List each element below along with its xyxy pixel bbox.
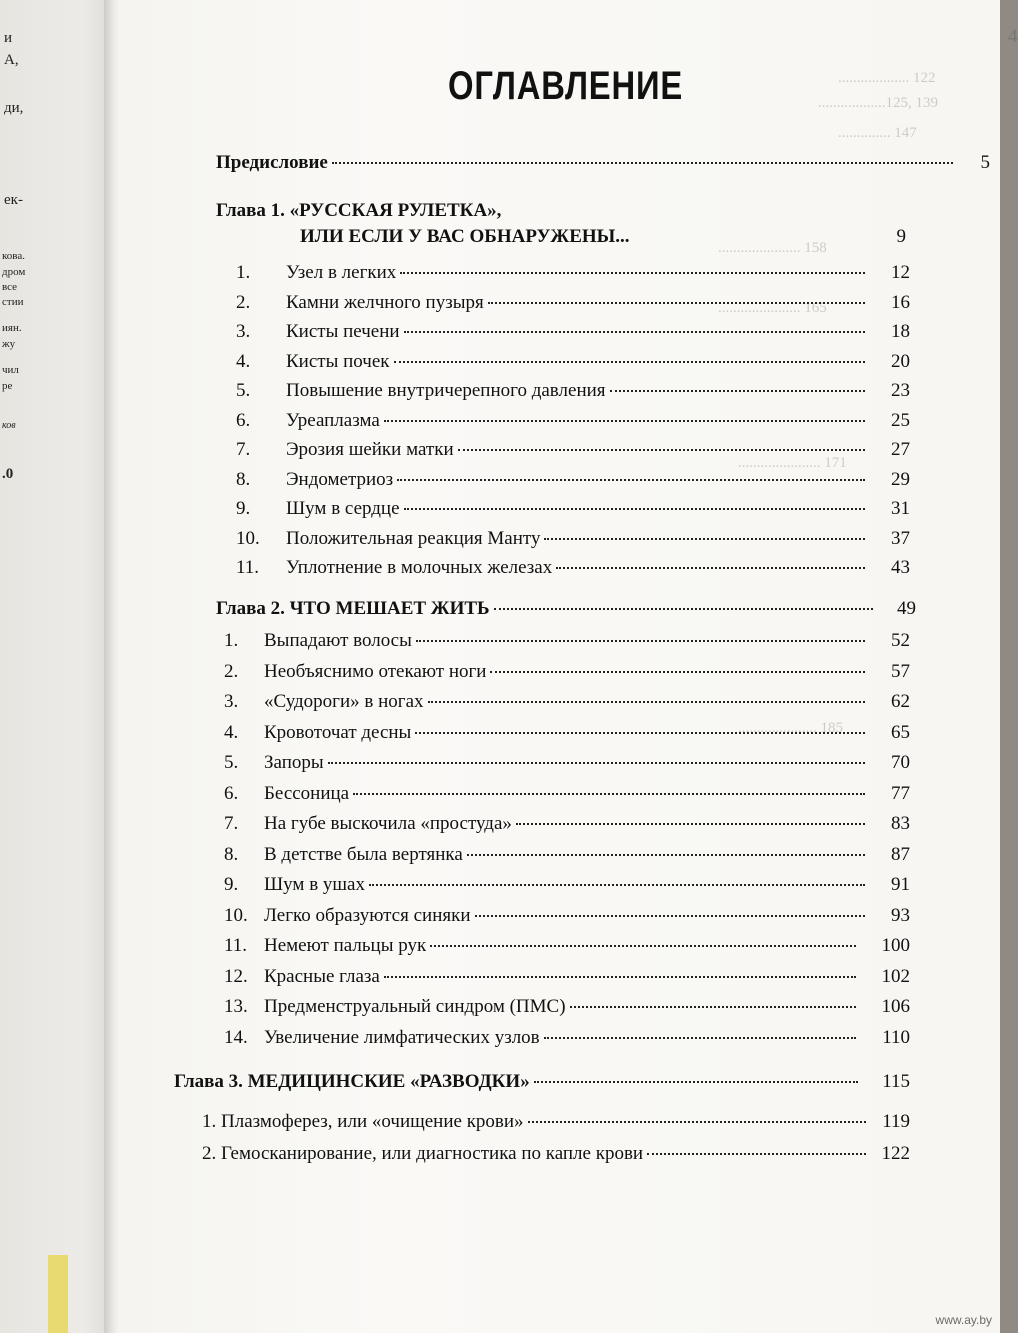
toc-page-number: 115 bbox=[882, 1071, 910, 1092]
toc-label: Кисты печени bbox=[286, 321, 400, 342]
toc-entry-number: 7. bbox=[236, 439, 251, 460]
toc-entry[interactable] bbox=[224, 935, 910, 957]
toc-entry-number: 3. bbox=[224, 691, 239, 712]
toc-page-number: 70 bbox=[891, 752, 910, 773]
chapter1-heading[interactable] bbox=[300, 226, 906, 248]
toc-entry-number: 11. bbox=[236, 557, 260, 578]
leader-dots bbox=[430, 945, 855, 947]
page-title: ОГЛАВЛЕНИЕ bbox=[448, 64, 684, 108]
toc-entry[interactable] bbox=[202, 1143, 910, 1165]
leader-dots bbox=[404, 331, 865, 333]
toc-page-number: 122 bbox=[881, 1143, 910, 1164]
leader-dots bbox=[353, 793, 865, 795]
bookmark-edge bbox=[48, 1255, 68, 1333]
left-fragment: иян. bbox=[2, 322, 22, 334]
toc-page-number: 83 bbox=[891, 813, 910, 834]
toc-page-number: 62 bbox=[891, 691, 910, 712]
toc-entry-number: 9. bbox=[224, 874, 239, 895]
toc-entry[interactable] bbox=[224, 783, 910, 805]
left-fragment: ков bbox=[2, 420, 16, 431]
toc-page-number: 16 bbox=[891, 291, 910, 313]
toc-page-number: 119 bbox=[882, 1111, 910, 1132]
toc-page-number: 91 bbox=[891, 874, 910, 895]
toc-entry-number: 4. bbox=[224, 721, 239, 743]
leader-dots bbox=[556, 567, 865, 569]
toc-entry-number: 6. bbox=[224, 782, 239, 804]
toc-label: Запоры bbox=[264, 752, 324, 773]
left-fragment: ек- bbox=[4, 192, 23, 208]
leader-dots bbox=[475, 915, 865, 917]
toc-entry-number: 3. bbox=[236, 321, 251, 342]
toc-entry-number: 7. bbox=[224, 813, 239, 834]
leader-dots bbox=[528, 1121, 867, 1123]
leader-dots bbox=[404, 508, 865, 510]
leader-dots bbox=[534, 1081, 859, 1083]
left-fragment: стии bbox=[2, 296, 24, 308]
leader-dots bbox=[490, 671, 865, 673]
toc-entry-number: 2. bbox=[236, 291, 251, 313]
toc-label: На губе выскочила «простуда» bbox=[264, 813, 512, 834]
toc-page-number: 93 bbox=[891, 904, 910, 926]
toc-page-number: 25 bbox=[891, 409, 910, 431]
leader-dots bbox=[570, 1006, 856, 1008]
toc-entry[interactable] bbox=[224, 691, 910, 713]
leader-dots bbox=[610, 390, 865, 392]
leader-dots bbox=[394, 361, 866, 363]
toc-label: Положительная реакция Манту bbox=[286, 527, 541, 549]
toc-entry[interactable] bbox=[224, 905, 910, 927]
toc-entry[interactable] bbox=[236, 528, 910, 550]
toc-entry[interactable] bbox=[236, 469, 910, 491]
chapter1-title-line1: Глава 1. «РУССКАЯ РУЛЕТКА», bbox=[216, 200, 502, 221]
toc-entry-number: 1. bbox=[236, 262, 251, 283]
toc-page-number: 9 bbox=[896, 226, 906, 247]
toc-page-number: 110 bbox=[882, 1026, 910, 1048]
toc-label: Глава 2. ЧТО МЕШАЕТ ЖИТЬ bbox=[216, 598, 490, 619]
toc-entry-number: 14. bbox=[224, 1026, 248, 1048]
leader-dots bbox=[544, 538, 865, 540]
leader-dots bbox=[415, 732, 865, 734]
toc-page-number: 65 bbox=[891, 721, 910, 743]
toc-entry-number: 10. bbox=[236, 527, 260, 549]
left-page bbox=[0, 0, 120, 1333]
toc-page-number: 18 bbox=[891, 321, 910, 342]
leader-dots bbox=[467, 854, 865, 856]
toc-label: Кровоточат десны bbox=[264, 721, 412, 743]
toc-label: Шум в ушах bbox=[264, 874, 365, 895]
toc-entry-number: 12. bbox=[224, 965, 248, 987]
toc-label: Выпадают волосы bbox=[264, 630, 412, 651]
left-fragment: дром bbox=[2, 266, 26, 278]
toc-label: Бессоница bbox=[264, 782, 350, 804]
toc-page-number: 106 bbox=[881, 996, 910, 1017]
toc-entry-number: 1. bbox=[224, 630, 239, 651]
left-fragment: ре bbox=[2, 380, 13, 392]
toc-entry[interactable] bbox=[224, 722, 910, 744]
toc-label: Глава 3. МЕДИЦИНСКИЕ «РАЗВОДКИ» bbox=[174, 1071, 530, 1092]
toc-entry[interactable] bbox=[224, 661, 910, 683]
leader-dots bbox=[384, 976, 856, 978]
leader-dots bbox=[488, 302, 865, 304]
chapter3-heading[interactable] bbox=[174, 1071, 910, 1093]
leader-dots bbox=[428, 701, 866, 703]
toc-page-number: 100 bbox=[881, 935, 910, 956]
leader-dots bbox=[332, 162, 953, 164]
toc-entry-number: 5. bbox=[224, 752, 239, 773]
toc-label: ИЛИ ЕСЛИ У ВАС ОБНАРУЖЕНЫ... bbox=[300, 226, 630, 247]
toc-entry-number: 5. bbox=[236, 380, 251, 401]
toc-label: Предисловие bbox=[216, 152, 328, 173]
toc-label: Эрозия шейки матки bbox=[286, 439, 454, 460]
toc-entry-number: 9. bbox=[236, 498, 251, 519]
toc-entry[interactable] bbox=[236, 262, 910, 284]
left-fragment: ди, bbox=[4, 100, 24, 116]
leader-dots bbox=[384, 420, 865, 422]
running-header-page: 4 bbox=[1008, 26, 1018, 47]
toc-entry[interactable] bbox=[236, 321, 910, 343]
toc-page-number: 102 bbox=[881, 965, 910, 987]
toc-page-number: 12 bbox=[891, 262, 910, 283]
toc-entry-number: 8. bbox=[224, 843, 239, 865]
toc-label: Узел в легких bbox=[286, 262, 397, 283]
toc-page-number: 77 bbox=[891, 782, 910, 804]
left-fragment: кова. bbox=[2, 250, 25, 262]
toc-page-number: 23 bbox=[891, 380, 910, 401]
toc-label: Немеют пальцы рук bbox=[264, 935, 427, 956]
leader-dots bbox=[647, 1153, 865, 1155]
toc-label: Увеличение лимфатических узлов bbox=[264, 1026, 540, 1048]
toc-label: Предменструальный синдром (ПМС) bbox=[264, 996, 566, 1017]
toc-page-number: 87 bbox=[891, 843, 910, 865]
leader-dots bbox=[328, 762, 865, 764]
chapter2-heading[interactable] bbox=[216, 598, 916, 620]
toc-entry[interactable] bbox=[236, 557, 910, 579]
leader-dots bbox=[516, 823, 865, 825]
toc-label: Шум в сердце bbox=[286, 498, 400, 519]
left-fragment: чил bbox=[2, 364, 19, 376]
toc-entry[interactable] bbox=[236, 410, 910, 432]
toc-label: 1. Плазмоферез, или «очищение крови» bbox=[202, 1111, 524, 1132]
toc-entry[interactable] bbox=[224, 874, 910, 896]
toc-label: Уреаплазма bbox=[286, 409, 380, 431]
toc-label: Необъяснимо отекают ноги bbox=[264, 660, 487, 682]
leader-dots bbox=[494, 608, 873, 610]
toc-entry[interactable] bbox=[224, 996, 910, 1018]
toc-label: «Судороги» в ногах bbox=[264, 691, 424, 712]
toc-page-number: 37 bbox=[891, 527, 910, 549]
toc-entry[interactable] bbox=[236, 292, 910, 314]
toc-entry-number: 13. bbox=[224, 996, 248, 1017]
toc-entry[interactable] bbox=[224, 813, 910, 835]
toc-page-number: 20 bbox=[891, 350, 910, 372]
leader-dots bbox=[397, 479, 865, 481]
toc-entry-number: 8. bbox=[236, 468, 251, 490]
leader-dots bbox=[458, 449, 865, 451]
leader-dots bbox=[400, 272, 865, 274]
toc-page-number: 31 bbox=[891, 498, 910, 519]
toc-label: Камни желчного пузыря bbox=[286, 291, 484, 313]
toc-entry-number: 11. bbox=[224, 935, 248, 956]
toc-page-number: 5 bbox=[980, 152, 990, 173]
toc-entry-number: 10. bbox=[224, 904, 248, 926]
toc-label: Кисты почек bbox=[286, 350, 390, 372]
toc-page-number: 43 bbox=[891, 557, 910, 578]
toc-page: ................... 122 ..................125, 139 .............. 147 ...................... 158 ...................... 165 ...................... 171 ..................... 185 4 ОГЛАВЛЕНИЕ Предисловие 5 Глава 1. «РУССКАЯ РУЛЕТКА», ИЛИ ЕСЛИ У ВАС ОБНАРУЖЕНЫ... 9 Глава 2. ЧТО МЕШАЕТ ЖИТЬ 49 Глава 3. МЕДИЦИНСКИЕ «РАЗВОДКИ» 115 1. Узел в легких 12 2. Камни желчного пузыря 16 3. Кисты печени 18 4. Кисты почек 20 5. Повышение внутричерепного давления 23 6. Уреаплазма 25 7. Эрозия шейки матки 27 8. Эндометриоз 29 9. Шум в сердце 31 10. Положительная реакция Манту 37 11. Уплотнение в молочных железах 43 1. Выпадают волосы 52 2. Необъяснимо отекают ноги 57 3. «Судороги» в ногах 62 4. Кровоточат десны 65 5. Запоры 70 6. Бессоница 77 7. На губе выскочила «простуда» 83 8. В детстве была вертянка 87 9. Шум в ушах 91 10. Легко образуются синяки 93 11. Немеют пальцы рук 100 12. Красные глаза 102 13. Предменструальный синдром (ПМС) 106 14. Увеличение лимфатических узлов 110 1. Плазмоферез, или «очищение крови» 119 2. Гемосканирование, или диагностика по капле крови 122 bbox=[118, 0, 1000, 1333]
left-fragment: А, bbox=[4, 52, 19, 68]
toc-entry[interactable] bbox=[224, 844, 910, 866]
toc-entry-number: 2. bbox=[224, 660, 239, 682]
leader-dots bbox=[544, 1037, 857, 1039]
toc-entry[interactable] bbox=[236, 498, 910, 520]
toc-page-number: 57 bbox=[891, 660, 910, 682]
left-fragment: все bbox=[2, 281, 18, 293]
toc-page-number: 49 bbox=[897, 598, 916, 619]
toc-entry[interactable] bbox=[236, 351, 910, 373]
leader-dots bbox=[369, 884, 865, 886]
left-fragment: и bbox=[4, 30, 13, 46]
toc-entry[interactable] bbox=[224, 630, 910, 652]
toc-page-number: 29 bbox=[891, 468, 910, 490]
leader-dots bbox=[416, 640, 865, 642]
toc-entry[interactable] bbox=[224, 966, 910, 988]
toc-label: Уплотнение в молочных железах bbox=[286, 557, 553, 578]
watermark: www.ay.by bbox=[935, 1313, 992, 1327]
toc-entry[interactable] bbox=[224, 752, 910, 774]
toc-label: В детстве была вертянка bbox=[264, 843, 463, 865]
left-fragment: жу bbox=[2, 338, 16, 350]
toc-label: Легко образуются синяки bbox=[264, 904, 471, 926]
toc-entry[interactable] bbox=[236, 439, 910, 461]
left-fragment: .0 bbox=[2, 466, 14, 482]
toc-label: Эндометриоз bbox=[286, 468, 394, 490]
toc-page-number: 52 bbox=[891, 630, 910, 651]
toc-label: Красные глаза bbox=[264, 965, 380, 987]
toc-entry[interactable] bbox=[236, 380, 910, 402]
toc-entry[interactable] bbox=[202, 1111, 910, 1133]
toc-entry-number: 4. bbox=[236, 350, 251, 372]
toc-label: Повышение внутричерепного давления bbox=[286, 380, 606, 401]
toc-entry[interactable] bbox=[224, 1027, 910, 1049]
toc-preface[interactable] bbox=[216, 152, 990, 174]
toc-page-number: 27 bbox=[891, 439, 910, 460]
toc-label: 2. Гемосканирование, или диагностика по капле крови bbox=[202, 1143, 644, 1164]
toc-entry-number: 6. bbox=[236, 409, 251, 431]
